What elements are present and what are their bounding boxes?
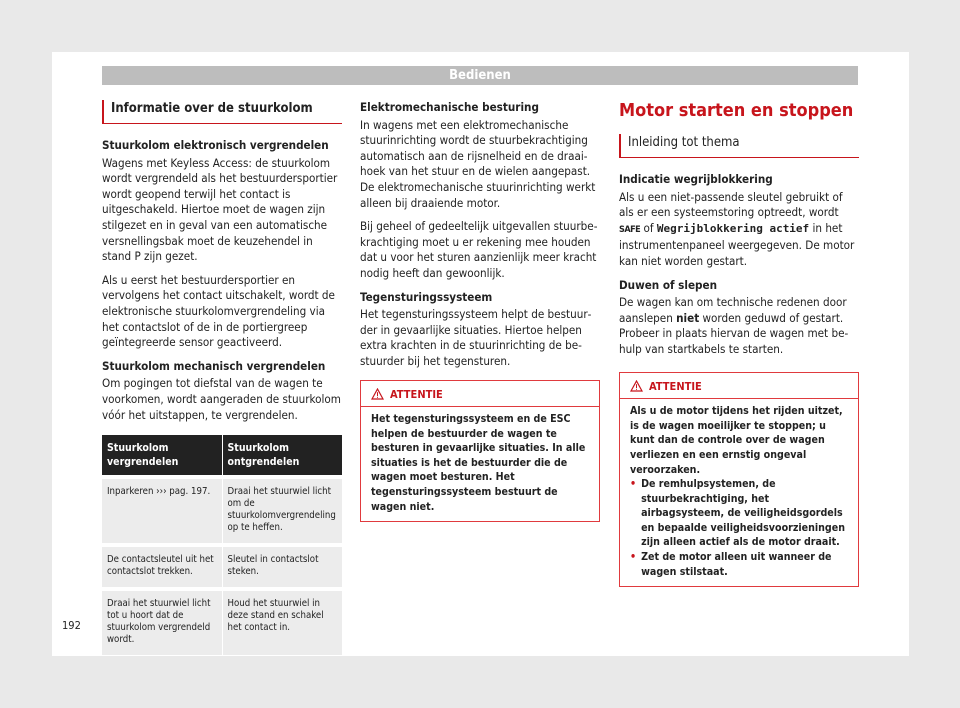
lock-table	[102, 435, 342, 655]
table-cell: Draai het stuurwiel licht om de stuurkolomvergrendeling op te heffen.	[222, 477, 342, 545]
table-header-row	[102, 435, 342, 477]
paragraph: Als u een niet-passende sleutel gebruikt of als er een systeemstoring optreedt, wordt SAFE of Wegrijblokkering actief in het instrumentenpaneel weergegeven. De motor kan niet worden gestart.	[619, 189, 855, 268]
subheading-immobilizer: Indicatie wegrijblokkering	[619, 172, 773, 186]
paragraph: In wagens met een elektromechanische stuurinrichting wordt de stuurbekrachtiging automatisch aan de rijsnelheid en de draaihoek van het stuur en de wielen aangepast. De elektromechanische stuurinrichting werkt alleen bij draaiende motor.	[360, 117, 596, 210]
list-item: • Zet de motor alleen uit wanneer de wagen stilstaat.	[630, 551, 832, 578]
warning-triangle-icon	[371, 388, 384, 400]
subheading-mechanical-lock: Stuurkolom mechanisch vergrendelen	[102, 358, 326, 373]
table-cell: Houd het stuurwiel in deze stand en schakel het contact in.	[222, 589, 342, 655]
warning-triangle-icon	[630, 380, 643, 392]
paragraph: Bij geheel of gedeeltelijk uitgevallen stuurbekrachtiging moet u er rekening mee houden dat u voor het sturen aanzienlijk meer kracht nodig heeft dan gewoonlijk.	[360, 219, 598, 280]
table-header: Stuurkolom vergrendelen	[102, 435, 222, 477]
warning-label: ATTENTIE	[390, 387, 443, 401]
bullet-icon: •	[630, 551, 637, 564]
table-row	[102, 545, 342, 589]
safe-icon: SAFE	[619, 224, 641, 235]
column-3	[619, 100, 859, 587]
table-row	[102, 589, 342, 655]
warning-box	[619, 372, 859, 588]
paragraph: Het tegensturingssysteem helpt de bestuurder in gevaarlijke situaties. Hiertoe helpen extra krachten in de stuurinrichting de bestuurder bij het tegensturen.	[360, 307, 592, 368]
subheading-countersteer: Tegensturingssysteem	[360, 289, 493, 304]
warning-label: ATTENTIE	[649, 379, 702, 393]
paragraph: De wagen kan om technische redenen door aanslepen niet worden geduwd of gestart. Probeer in plaats hiervan de wagen met behulp van startkabels te starten.	[619, 295, 849, 356]
warning-box	[360, 380, 600, 523]
bullet-icon: •	[630, 478, 637, 491]
list-item: • De remhulpsystemen, de stuurbekrachtiging, het airbagsysteem, de veiligheidsgordels en bepaalde veiligheidsvoorzieningen zijn alleen actief als de motor draait.	[630, 478, 846, 549]
page-number: 192	[62, 619, 81, 632]
paragraph: Wagens met Keyless Access: de stuurkolom wordt vergrendeld als het bestuurdersportier wordt geopend terwijl het contact is uitgeschakeld. Hiertoe moet de wagen zijn stilgezet en in geval van een automatische versnellingsbak moet de keuzehendel in stand P zijn gezet.	[102, 155, 338, 264]
subheading-push-tow: Duwen of slepen	[619, 277, 718, 292]
subheading-electronic-lock: Stuurkolom elektronisch vergrendelen	[102, 138, 329, 152]
table-cell: De contactsleutel uit het contactslot trekken.	[102, 545, 222, 589]
warning-text	[620, 399, 858, 586]
table-cell: Inparkeren ››› pag. 197.	[102, 477, 222, 545]
chapter-title: Motor starten en stoppen	[619, 100, 854, 121]
column-2	[360, 100, 600, 522]
table-header: Stuurkolom ontgrendelen	[222, 435, 342, 477]
warning-intro: Als u de motor tijdens het rijden uitzet, is de wagen moeilijker te stoppen; u kunt dan de controle over de wagen verliezen en een ernstig ongeval veroorzaken.	[630, 405, 843, 476]
subheading-electromechanical: Elektromechanische besturing	[360, 100, 539, 114]
paragraph: Om pogingen tot diefstal van de wagen te voorkomen, wordt aangeraden de stuurkolom vóór het uitstappen, te vergrendelen.	[102, 376, 341, 422]
warning-header	[361, 381, 599, 408]
section-title: Informatie over de stuurkolom	[102, 100, 342, 124]
chapter-subtitle: Inleiding tot thema	[619, 134, 859, 158]
column-1	[102, 100, 342, 655]
table-row	[102, 477, 342, 545]
warning-text: Het tegensturingssysteem en de ESC helpen de bestuurder de wagen te besturen in gevaarlijke situaties. In alle situaties is het de bestuurder die de wagen moet besturen. Het tegensturingssysteem bestuurt de wagen niet.	[371, 413, 586, 513]
table-cell: Sleutel in contactslot steken.	[222, 545, 342, 589]
page-header: Bedienen	[102, 66, 858, 85]
paragraph: Als u eerst het bestuurdersportier en vervolgens het contact uitschakelt, wordt de elektronische stuurkolomvergrendeling via het contactslot of de in de portiergreep geïntegreerde sensor geactiveerd.	[102, 272, 335, 350]
table-cell: Draai het stuurwiel licht tot u hoort dat de stuurkolom vergrendeld wordt.	[102, 589, 222, 655]
display-message: Wegrijblokkering actief	[656, 221, 810, 235]
warning-header	[620, 373, 858, 400]
